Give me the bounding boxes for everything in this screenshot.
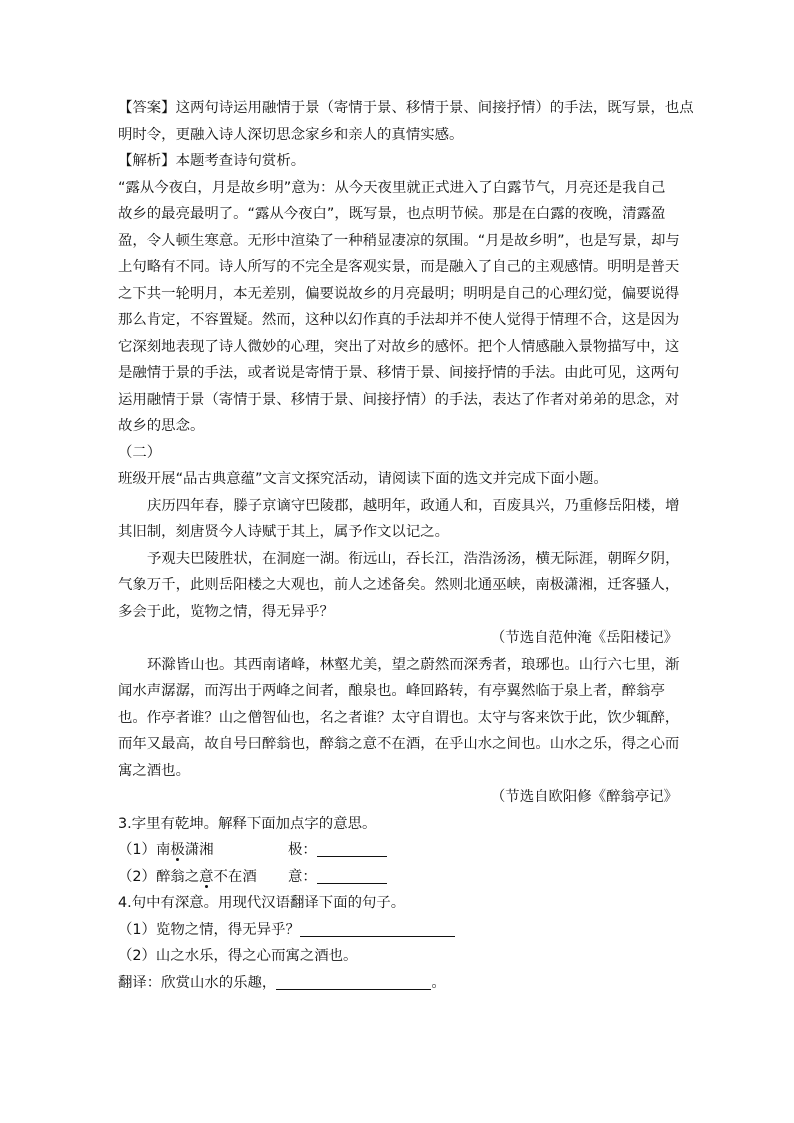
dotted-char: 意 — [199, 868, 214, 885]
analysis-label: 【解析】 — [118, 153, 176, 169]
question-3-title: 3.字里有乾坤。解释下面加点字的意思。 — [118, 815, 377, 832]
passage1-line: 气象万千，此则岳阳楼之大观也，前人之述备矣。然则北通巫峡，南极潇湘，迁客骚人， — [118, 577, 680, 593]
answer-blank[interactable] — [317, 840, 387, 857]
question-4-item-2: （2）山之水乐，得之心而寓之酒也。 — [118, 948, 358, 964]
passage2-line: 寓之酒也。 — [118, 762, 190, 779]
dotted-char: 极 — [170, 842, 185, 858]
question-3-item-1: （1）南极潇湘 极： — [118, 837, 678, 864]
analysis-line: 它深刻地表现了诗人微妙的心理，突出了对故乡的感怀。把个人情感融入景物描写中，这 — [118, 338, 680, 355]
analysis-line: “露从今夜白，月是故乡明”意为：从今天夜里就正式进入了白露节气，月亮还是我自己 — [118, 179, 666, 196]
analysis-line: 那么肯定，不容置疑。然而，这种以幻作真的手法却并不使人觉得于情理不合，这是因为 — [118, 312, 680, 328]
answer-label: 【答案】 — [118, 100, 176, 116]
analysis-line: 之下共一轮明月，本无差别，偏要说故乡的月亮最明；明明是自己的心理幻觉，偏要说得 — [118, 285, 680, 302]
passage2-source: （节选自欧阳修《醉翁亭记》 — [490, 789, 678, 805]
answer-line-1: 【答案】这两句诗运用融情于景（寄情于景、移情于景、间接抒情）的手法，既写景，也点 — [118, 100, 694, 116]
section-intro: 班级开展“品古典意蕴”文言文探究活动，请阅读下面的选文并完成下面小题。 — [118, 471, 608, 487]
answer-blank[interactable] — [317, 867, 387, 884]
passage2-line: 闻水声潺潺，而泻出于两峰之间者，酿泉也。峰回路转，有亭翼然临于泉上者，醉翁亭 — [118, 683, 665, 699]
analysis-line: 运用融情于景（寄情于景、移情于景、间接抒情）的手法，表达了作者对弟弟的思念，对 — [118, 391, 680, 408]
question-4-translate: 翻译：欣赏山水的乐趣， 。 — [118, 974, 446, 991]
analysis-line-intro: 【解析】本题考查诗句赏析。 — [118, 153, 306, 169]
passage1-line: 其旧制，刻唐贤今人诗赋于其上，属予作文以记之。 — [118, 524, 449, 540]
analysis-line: 故乡的最亮最明了。“露从今夜白”，既写景，也点明节候。那是在白露的夜晚，清露盈 — [118, 206, 666, 222]
document-page — [118, 95, 694, 996]
passage2-line: 环滁皆山也。其西南诸峰，林壑尤美，望之蔚然而深秀者，琅琊也。山行六七里，渐 — [147, 656, 680, 673]
analysis-line: 故乡的思念。 — [118, 418, 205, 434]
analysis-line: 是融情于景的手法，或者说是寄情于景、移情于景、间接抒情的手法。由此可见，这两句 — [118, 365, 680, 381]
passage1-line: 多会于此，览物之情，得无异乎？ — [118, 603, 334, 620]
passage1-line: 予观夫巴陵胜状，在洞庭一湖。衔远山，吞长江，浩浩汤汤，横无际涯，朝晖夕阴， — [147, 550, 680, 567]
section-number: （二） — [118, 444, 162, 461]
answer-line-2: 明时令，更融入诗人深切思念家乡和亲人的真情实感。 — [118, 126, 464, 143]
passage2-line: 而年又最高，故自号曰醉翁也，醉翁之意不在酒，在乎山水之间也。山水之乐，得之心而 — [118, 736, 680, 752]
question-4-item-1: （1）览物之情，得无异乎？ — [118, 917, 678, 944]
passage1-line: 庆历四年春，滕子京谪守巴陵郡，越明年，政通人和，百废具兴，乃重修岳阳楼，增 — [147, 497, 680, 514]
passage1-source: （节选自范仲淹《岳阳楼记》 — [490, 630, 678, 646]
answer-blank[interactable] — [276, 973, 431, 990]
analysis-line: 盈，令人顿生寒意。无形中渲染了一种稍显凄凉的氛围。“月是故乡明”，也是写景，却与 — [118, 232, 680, 249]
answer-blank[interactable] — [300, 920, 455, 937]
analysis-line: 上句略有不同。诗人所写的不完全是客观实景，而是融入了自己的主观感情。明明是普天 — [118, 259, 680, 275]
passage2-line: 也。作亭者谁？山之僧智仙也，名之者谁？太守自谓也。太守与客来饮于此，饮少辄醉， — [118, 709, 680, 726]
question-3-item-2: （2）醉翁之意不在酒 意： — [118, 864, 678, 891]
question-4-title: 4.句中有深意。用现代汉语翻译下面的句子。 — [118, 895, 406, 911]
